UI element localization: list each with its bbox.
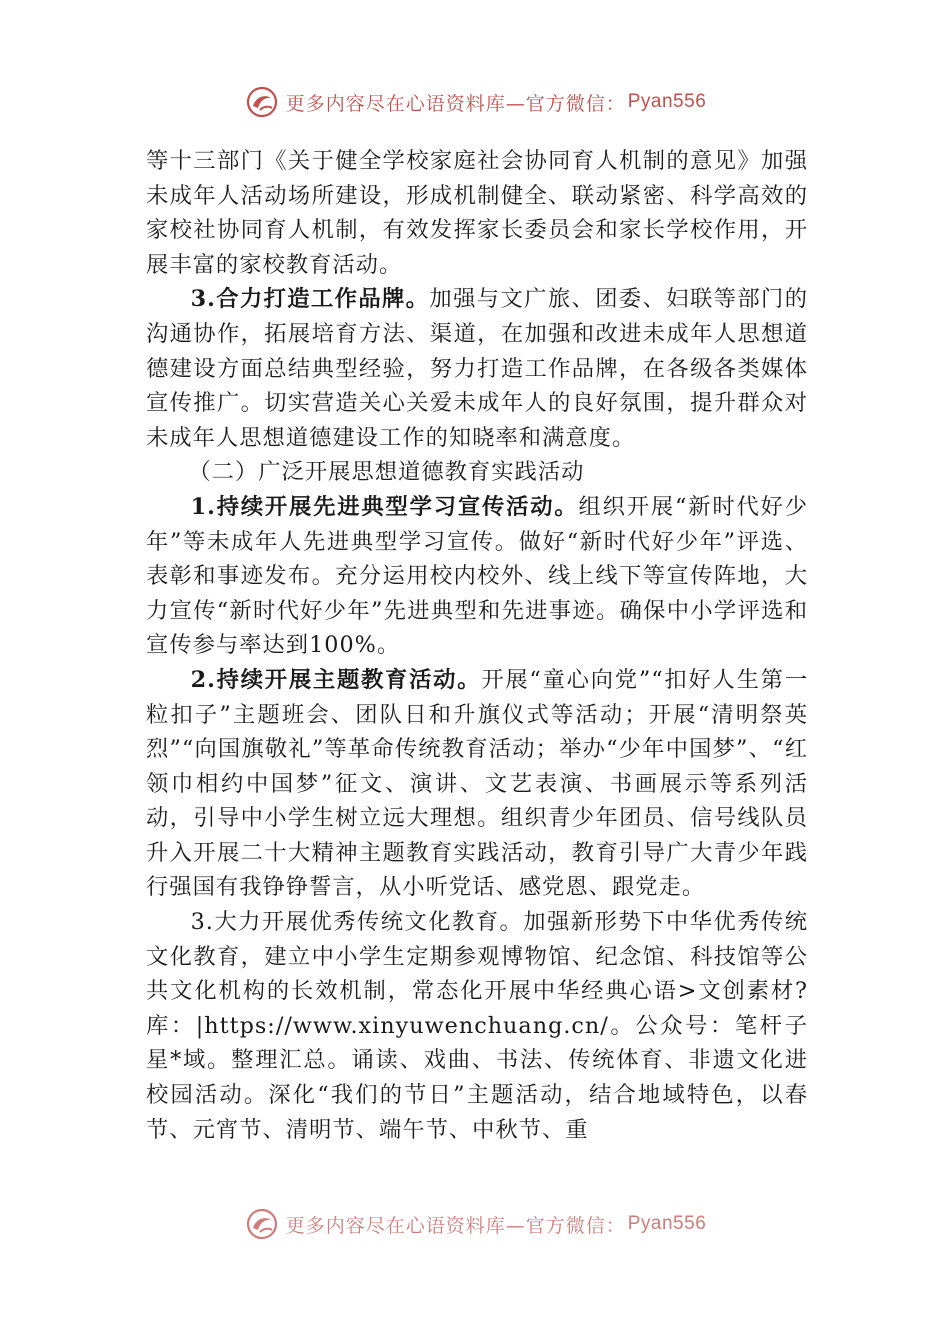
paragraph-role-models — [146, 490, 808, 663]
paragraph-lead: 1.持续开展先进典型学习宣传活动。 — [190, 493, 579, 520]
watermark-footer — [0, 1206, 950, 1242]
watermark-text-cn: 更多内容尽在心语资料库—官方微信： — [285, 92, 626, 115]
document-body — [146, 144, 808, 1147]
watermark-text-en: Pyan556 — [627, 1213, 707, 1234]
section-heading-text: （二）广泛开展思想道德教育实践活动 — [188, 459, 585, 486]
paragraph-text: 开展“童心向党”“扣好人生第一粒扣子”主题班会、团队日和升旗仪式等活动；开展“清明祭英烈”“向国旗敬礼”等革命传统教育活动；举办“少年中国梦”、“红领巾相约中国梦”征文、演讲、文艺表演、书画展示等系列活动，引导中小学生树立远大理想。组织青少年团员、信号线队员升入开展二十大精神主题教育实践活动，教育引导广大青少年践行强国有我铮铮誓言，从小听党话、感党恩、跟党走。 — [146, 666, 809, 901]
paragraph-theme-education — [146, 663, 808, 905]
paragraph-continuation — [146, 144, 808, 282]
paragraph-text: 3.大力开展优秀传统文化教育。加强新形势下中华优秀传统文化教育，建立中小学生定期参观博物馆、纪念馆、科技馆等公共文化机构的长效机制，常态化开展中华经典心语>文创素材?库：|https://www.xinyuwenchuang.cn/。公众号：笔杆子星*域。整理汇总。诵读、戏曲、书法、传统体育、非遗文化进校园活动。深化“我们的节日”主题活动，结合地域特色，以春节、元宵节、清明节、端午节、中秋节、重 — [146, 909, 808, 1143]
watermark-text-cn: 更多内容尽在心语资料库—官方微信： — [285, 1214, 626, 1237]
swirl-logo-icon — [244, 1206, 280, 1242]
watermark-text-en: Pyan556 — [627, 91, 707, 112]
section-heading — [146, 455, 808, 490]
paragraph-text: 加强与文广旅、团委、妇联等部门的沟通协作，拓展培育方法、渠道，在加强和改进未成年人思想道德建设方面总结典型经验，努力打造工作品牌，在各级各类媒体宣传推广。切实营造关心关爱未成年人的良好氛围，提升群众对未成年人思想道德建设工作的知晓率和满意度。 — [146, 286, 808, 451]
paragraph-traditional-culture — [146, 905, 808, 1147]
paragraph-text: 组织开展“新时代好少年”等未成年人先进典型学习宣传。做好“新时代好少年”评选、表彰和事迹发布。充分运用校内校外、线上线下等宣传阵地，大力宣传“新时代好少年”先进典型和先进事迹。确保中小学评选和宣传参与率达到100%。 — [146, 493, 809, 659]
paragraph-text: 等十三部门《关于健全学校家庭社会协同育人机制的意见》加强未成年人活动场所建设，形成机制健全、联动紧密、科学高效的家校社协同育人机制，有效发挥家长委员会和家长学校作用，开展丰富的家校教育活动。 — [146, 148, 808, 278]
paragraph-brand — [146, 282, 808, 455]
swirl-logo-icon — [244, 84, 280, 120]
paragraph-lead: 3.合力打造工作品牌。 — [190, 286, 430, 313]
watermark-header — [0, 84, 950, 120]
paragraph-lead: 2.持续开展主题教育活动。 — [190, 666, 482, 693]
